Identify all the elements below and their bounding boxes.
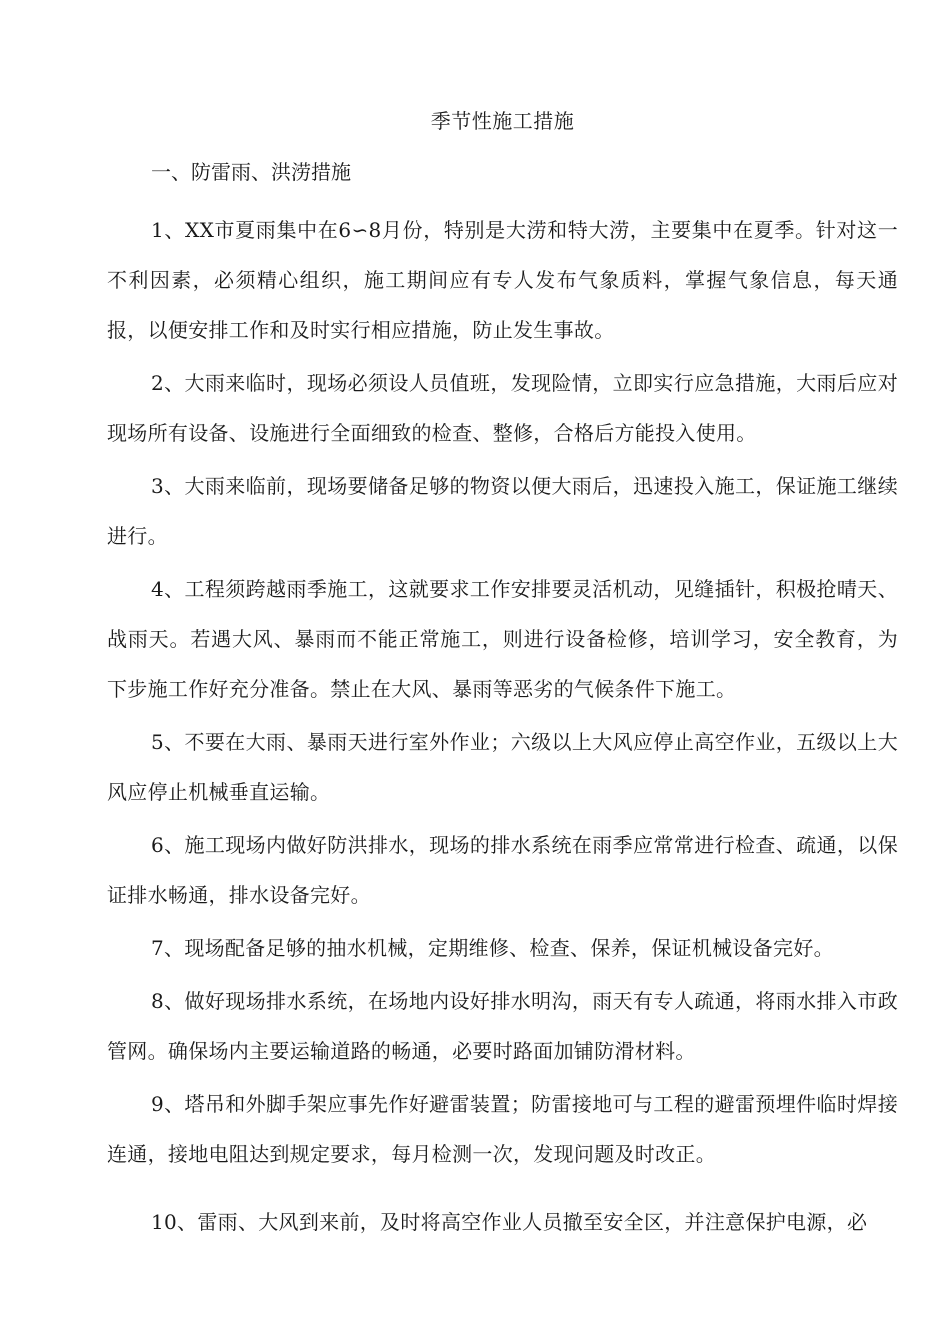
page-title: 季节性施工措施 [430,109,575,133]
paragraph-10: 10、雷雨、大风到来前，及时将高空作业人员撤至安全区，并注意保护电源，必 [151,1210,868,1234]
paragraph-7: 7、现场配备足够的抽水机械，定期维修、检查、保养，保证机械设备完好。 [151,936,834,960]
paragraph-6: 6、施工现场内做好防洪排水，现场的排水系统在雨季应常常进行检查、疏通，以保证排水畅通，排水设备完好。 [107,833,898,907]
paragraph-4: 4、工程须跨越雨季施工，这就要求工作安排要灵活机动，见缝插针，积极抢晴天、战雨天。若遇大风、暴雨而不能正常施工，则进行设备检修，培训学习，安全教育，为下步施工作好充分准备。禁止在大风、暴雨等恶劣的气候条件下施工。 [107,577,898,701]
paragraph-9: 9、塔吊和外脚手架应事先作好避雷装置；防雷接地可与工程的避雷预埋件临时焊接连通，接地电阻达到规定要求，每月检测一次，发现问题及时改正。 [107,1092,898,1166]
paragraph-2: 2、大雨来临时，现场必须设人员值班，发现险情，立即实行应急措施，大雨后应对现场所有设备、设施进行全面细致的检查、整修，合格后方能投入使用。 [107,371,898,445]
section-heading: 一、防雷雨、洪涝措施 [151,160,351,184]
paragraph-8: 8、做好现场排水系统，在场地内设好排水明沟，雨天有专人疏通，将雨水排入市政管网。确保场内主要运输道路的畅通，必要时路面加铺防滑材料。 [107,989,898,1063]
paragraph-5: 5、不要在大雨、暴雨天进行室外作业；六级以上大风应停止高空作业，五级以上大风应停止机械垂直运输。 [107,730,898,804]
paragraph-1: 1、XX市夏雨集中在6∽8月份，特别是大涝和特大涝，主要集中在夏季。针对这一不利因素，必须精心组织，施工期间应有专人发布气象质料，掌握气象信息，每天通报，以便安排工作和及时实行相应措施，防止发生事故。 [107,218,898,342]
paragraph-3: 3、大雨来临前，现场要储备足够的物资以便大雨后，迅速投入施工，保证施工继续进行。 [107,474,898,548]
